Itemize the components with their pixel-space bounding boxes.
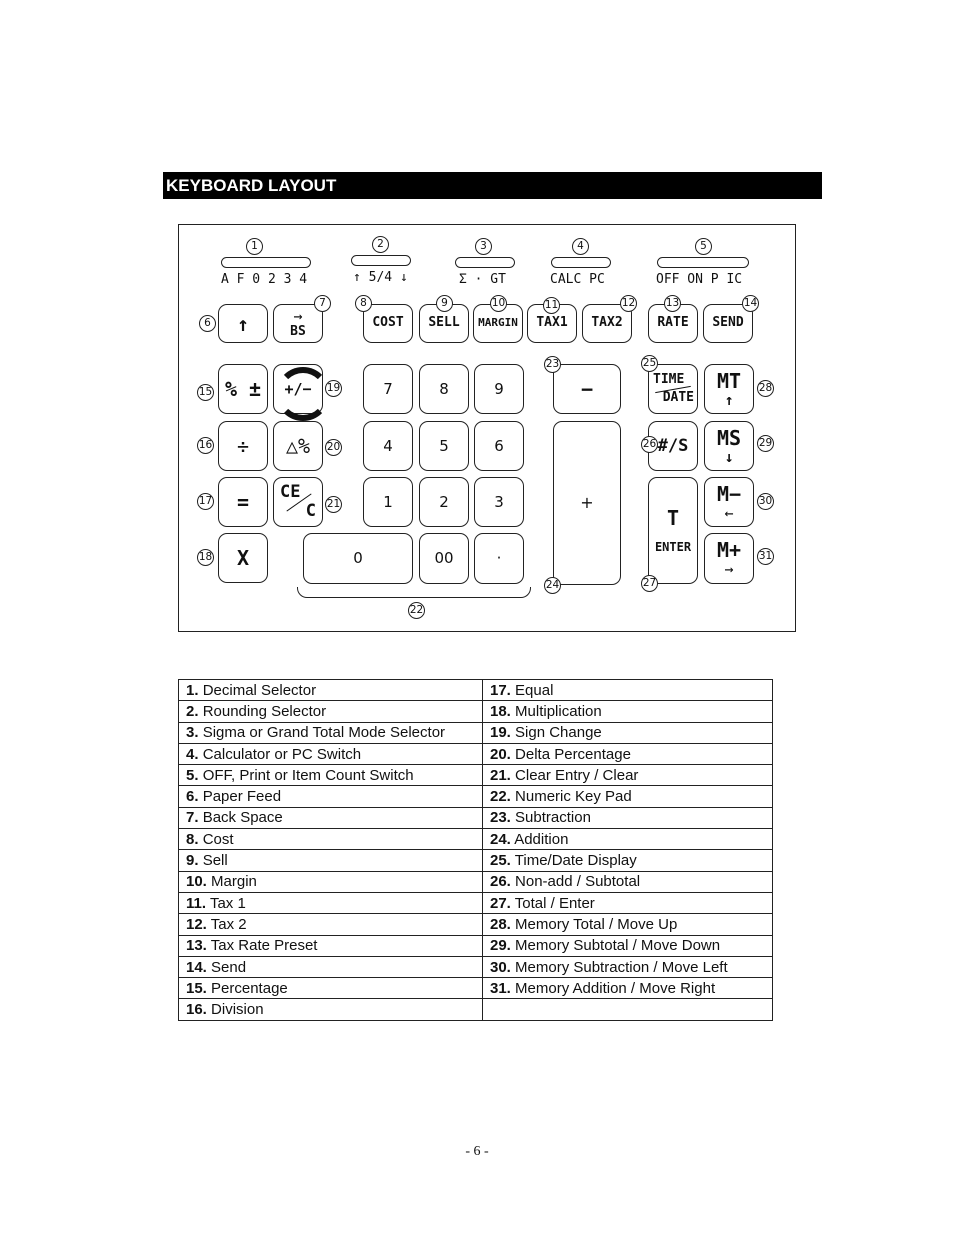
legend-text: Memory Subtotal / Move Down	[515, 937, 721, 955]
legend-text: Memory Total / Move Up	[515, 915, 678, 933]
legend-number: 9.	[186, 852, 199, 870]
right-legend-cell	[483, 743, 773, 764]
key-00[interactable]	[419, 533, 469, 584]
right-legend-cell	[483, 956, 773, 977]
legend-number: 26.	[490, 873, 511, 891]
key-6[interactable]	[474, 421, 524, 471]
legend-number: 5.	[186, 766, 199, 784]
left-legend-cell	[179, 914, 483, 935]
legend-number: 31.	[490, 979, 511, 997]
legend-number: 10.	[186, 873, 207, 891]
left-legend-cell	[179, 978, 483, 999]
delta-percent-key[interactable]	[273, 421, 323, 471]
legend-number: 22.	[490, 788, 511, 806]
rate-key-label: RATE	[657, 315, 689, 331]
nonadd-subtotal-key-label: #/S	[657, 435, 689, 456]
callout-30: 30	[757, 493, 774, 510]
callout-10: 10	[490, 295, 507, 312]
sigma-gt-selector-label: Σ · GT	[459, 272, 506, 287]
callout-26: 26	[641, 436, 658, 453]
table-row	[179, 850, 773, 871]
backspace-key-label: BS	[290, 323, 306, 339]
left-legend-cell	[179, 892, 483, 913]
table-row	[179, 765, 773, 786]
left-arrow-icon: ←	[724, 503, 734, 522]
callout-21: 21	[325, 496, 342, 513]
left-legend-cell	[179, 956, 483, 977]
key-0-label: 0	[353, 549, 363, 568]
left-legend-cell	[179, 722, 483, 743]
calc-pc-switch[interactable]	[551, 257, 611, 268]
minus-key[interactable]	[553, 364, 621, 414]
legend-number: 17.	[490, 681, 511, 699]
legend-text: Back Space	[202, 809, 283, 827]
legend-number: 13.	[186, 937, 207, 955]
callout-6: 6	[199, 315, 216, 332]
table-row	[179, 701, 773, 722]
decimal-point-key-label: ·	[496, 549, 502, 568]
legend-number: 1.	[186, 681, 199, 699]
legend-text: Total / Enter	[514, 894, 595, 912]
legend-text: Sigma or Grand Total Mode Selector	[202, 724, 446, 742]
key-0[interactable]	[303, 533, 413, 584]
memory-subtotal-key[interactable]	[704, 421, 754, 471]
legend-text: Send	[211, 958, 247, 976]
table-row	[179, 722, 773, 743]
key-2[interactable]	[419, 477, 469, 527]
plus-key-label: +	[580, 493, 594, 513]
total-key-label: T	[666, 505, 680, 530]
legend-number: 24.	[490, 830, 511, 848]
key-7[interactable]	[363, 364, 413, 414]
table-row	[179, 892, 773, 913]
left-legend-cell	[179, 850, 483, 871]
legend-number: 23.	[490, 809, 511, 827]
time-key-label: TIME	[653, 372, 685, 388]
equal-key-label: =	[236, 490, 250, 514]
key-7-label: 7	[383, 379, 393, 398]
left-legend-cell	[179, 680, 483, 701]
key-9[interactable]	[474, 364, 524, 414]
legend-text: Memory Subtraction / Move Left	[515, 958, 728, 976]
legend-text: Tax 2	[210, 915, 247, 933]
enter-key-label: ENTER	[654, 539, 692, 554]
legend-text: Addition	[514, 830, 569, 848]
legend-text: Sign Change	[515, 724, 602, 742]
right-arrow-icon: →	[293, 307, 303, 326]
decimal-selector-label: A F 0 2 3 4	[221, 272, 308, 287]
callout-24: 24	[544, 577, 561, 594]
key-5-label: 5	[439, 436, 449, 455]
right-legend-cell	[483, 680, 773, 701]
clear-entry-key-label: CE	[280, 482, 301, 503]
date-key-label: DATE	[662, 389, 694, 405]
legend-number: 30.	[490, 958, 511, 976]
left-legend-cell	[179, 701, 483, 722]
key-1[interactable]	[363, 477, 413, 527]
right-legend-cell	[483, 786, 773, 807]
legend-number: 2.	[186, 702, 199, 720]
callout-23: 23	[544, 356, 561, 373]
callout-14: 14	[742, 295, 759, 312]
legend-number: 4.	[186, 745, 199, 763]
clear-key-label: C	[305, 501, 316, 521]
right-legend-cell	[483, 892, 773, 913]
decimal-point-key[interactable]	[474, 533, 524, 584]
sign-change-key-label: +/−	[284, 379, 312, 398]
table-row	[179, 743, 773, 764]
key-1-label: 1	[383, 492, 393, 511]
callout-18: 18	[197, 549, 214, 566]
key-9-label: 9	[494, 379, 504, 398]
legend-text: Division	[211, 1001, 264, 1019]
callout-3: 3	[475, 238, 492, 255]
callout-16: 16	[197, 437, 214, 454]
legend-number: 15.	[186, 979, 207, 997]
power-print-switch[interactable]	[657, 257, 749, 268]
memory-plus-key-label: M+	[716, 538, 742, 563]
table-row	[179, 935, 773, 956]
key-5[interactable]	[419, 421, 469, 471]
section-title: KEYBOARD LAYOUT	[163, 172, 822, 199]
tax2-key-label: TAX2	[591, 315, 623, 331]
right-legend-cell	[483, 871, 773, 892]
right-legend-cell	[483, 701, 773, 722]
legend-number: 29.	[490, 937, 511, 955]
right-legend-cell	[483, 935, 773, 956]
key-8[interactable]	[419, 364, 469, 414]
callout-2: 2	[372, 236, 389, 253]
key-8-label: 8	[439, 379, 449, 398]
table-row	[179, 956, 773, 977]
legend-text: Subtraction	[515, 809, 591, 827]
left-legend-cell	[179, 765, 483, 786]
legend-text: Non-add / Subtotal	[515, 873, 641, 891]
paper-feed-key[interactable]	[218, 304, 268, 343]
table-row	[179, 829, 773, 850]
legend-text: Tax Rate Preset	[210, 937, 318, 955]
callout-4: 4	[572, 238, 589, 255]
callout-29: 29	[757, 435, 774, 452]
callout-17: 17	[197, 493, 214, 510]
equal-key[interactable]	[218, 477, 268, 527]
cost-key[interactable]	[363, 304, 413, 343]
percent-key-label: % ±	[224, 377, 262, 401]
right-arrow-icon: →	[724, 560, 734, 579]
decimal-selector[interactable]	[221, 257, 311, 268]
table-row	[179, 871, 773, 892]
key-3-label: 3	[494, 492, 504, 511]
memory-total-key[interactable]	[704, 364, 754, 414]
legend-number: 20.	[490, 745, 511, 763]
key-4-label: 4	[383, 436, 393, 455]
left-legend-cell	[179, 743, 483, 764]
legend-number: 11.	[186, 894, 207, 912]
legend-text: Multiplication	[515, 702, 602, 720]
callout-13: 13	[664, 295, 681, 312]
multiply-key-label: X	[236, 546, 250, 570]
legend-text: Numeric Key Pad	[515, 788, 632, 806]
legend-number: 16.	[186, 1001, 207, 1019]
callout-7: 7	[314, 295, 331, 312]
up-arrow-icon: ↑	[724, 390, 734, 409]
legend-number: 27.	[490, 894, 511, 912]
key-legend-table	[178, 679, 773, 1021]
legend-number: 25.	[490, 852, 511, 870]
legend-text: Tax 1	[209, 894, 246, 912]
callout-28: 28	[757, 380, 774, 397]
keyboard-diagram	[178, 224, 796, 632]
tax1-key-label: TAX1	[536, 315, 568, 331]
table-row	[179, 999, 773, 1020]
send-key-label: SEND	[712, 315, 744, 331]
legend-text: Decimal Selector	[202, 681, 317, 699]
clear-entry-key[interactable]	[273, 477, 323, 527]
legend-text: Paper Feed	[202, 788, 282, 806]
legend-text: Rounding Selector	[202, 702, 327, 720]
sign-change-key[interactable]	[273, 364, 323, 414]
callout-22: 22	[408, 602, 425, 619]
legend-number: 3.	[186, 724, 199, 742]
down-arrow-icon: ↓	[724, 447, 734, 466]
legend-number: 14.	[186, 958, 207, 976]
table-row	[179, 978, 773, 999]
divide-key-label: ÷	[236, 434, 250, 458]
callout-27: 27	[641, 575, 658, 592]
right-legend-cell	[483, 999, 773, 1020]
legend-text: Sell	[202, 852, 228, 870]
plus-key[interactable]	[553, 421, 621, 585]
total-enter-key[interactable]	[648, 477, 698, 584]
left-legend-cell	[179, 935, 483, 956]
legend-number: 21.	[490, 766, 511, 784]
legend-text: Time/Date Display	[514, 852, 637, 870]
callout-9: 9	[436, 295, 453, 312]
divide-key[interactable]	[218, 421, 268, 471]
callout-19: 19	[325, 380, 342, 397]
legend-text: Clear Entry / Clear	[515, 766, 639, 784]
cost-key-label: COST	[372, 315, 404, 331]
legend-text: Calculator or PC Switch	[202, 745, 362, 763]
memory-total-key-label: MT	[716, 368, 742, 393]
table-row	[179, 680, 773, 701]
memory-plus-key[interactable]	[704, 533, 754, 584]
backspace-key[interactable]	[273, 304, 323, 343]
callout-15: 15	[197, 384, 214, 401]
calc-pc-switch-label: CALC PC	[550, 272, 605, 287]
time-date-key[interactable]	[648, 364, 698, 414]
legend-number: 7.	[186, 809, 199, 827]
key-3[interactable]	[474, 477, 524, 527]
rounding-selector-label: ↑ 5/4 ↓	[353, 270, 408, 285]
key-2-label: 2	[439, 492, 449, 511]
memory-minus-key[interactable]	[704, 477, 754, 527]
margin-key-label: MARGIN	[478, 316, 518, 330]
callout-1: 1	[246, 238, 263, 255]
callout-5: 5	[695, 238, 712, 255]
callout-11: 11	[543, 297, 560, 314]
left-legend-cell	[179, 829, 483, 850]
key-4[interactable]	[363, 421, 413, 471]
callout-20: 20	[325, 439, 342, 456]
legend-text: Percentage	[211, 979, 288, 997]
page-number: - 6 -	[465, 1144, 489, 1159]
legend-text: Margin	[211, 873, 257, 891]
sell-key-label: SELL	[428, 315, 460, 331]
sigma-gt-selector[interactable]	[455, 257, 515, 268]
legend-text: OFF, Print or Item Count Switch	[202, 766, 414, 784]
keypad-bracket	[297, 587, 531, 598]
callout-31: 31	[757, 548, 774, 565]
table-row	[179, 786, 773, 807]
right-legend-cell	[483, 722, 773, 743]
right-legend-cell	[483, 914, 773, 935]
key-00-label: 00	[434, 549, 454, 568]
table-row	[179, 914, 773, 935]
legend-number: 18.	[490, 702, 511, 720]
legend-number: 12.	[186, 915, 207, 933]
right-legend-cell	[483, 829, 773, 850]
up-arrow-icon: ↑	[236, 311, 250, 336]
key-6-label: 6	[494, 436, 504, 455]
table-row	[179, 807, 773, 828]
delta-percent-key-label: △%	[285, 434, 311, 458]
rounding-selector[interactable]	[351, 255, 411, 266]
right-legend-cell	[483, 765, 773, 786]
callout-8: 8	[355, 295, 372, 312]
callout-25: 25	[641, 355, 658, 372]
right-legend-cell	[483, 978, 773, 999]
minus-key-label: −	[580, 377, 594, 401]
memory-minus-key-label: M−	[716, 481, 742, 506]
percent-key[interactable]	[218, 364, 268, 414]
right-legend-cell	[483, 850, 773, 871]
left-legend-cell	[179, 786, 483, 807]
legend-number: 6.	[186, 788, 199, 806]
right-legend-cell	[483, 807, 773, 828]
memory-subtotal-key-label: MS	[716, 425, 742, 450]
left-legend-cell	[179, 999, 483, 1020]
power-print-switch-label: OFF ON P IC	[656, 272, 743, 287]
legend-text: Cost	[202, 830, 234, 848]
multiply-key[interactable]	[218, 533, 268, 583]
left-legend-cell	[179, 871, 483, 892]
legend-text: Memory Addition / Move Right	[515, 979, 716, 997]
legend-text: Delta Percentage	[515, 745, 631, 763]
callout-12: 12	[620, 295, 637, 312]
left-legend-cell	[179, 807, 483, 828]
legend-text: Equal	[515, 681, 554, 699]
legend-number: 19.	[490, 724, 511, 742]
legend-number: 28.	[490, 915, 511, 933]
legend-number: 8.	[186, 830, 199, 848]
